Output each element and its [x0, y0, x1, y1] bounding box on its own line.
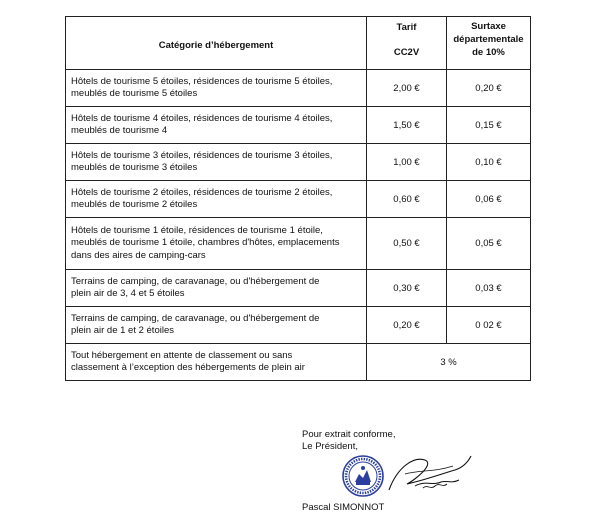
category-text: Hôtels de tourisme 4 étoiles, résidences de tourisme 4 étoiles,: [71, 112, 333, 124]
header-category-label: Catégorie d’hébergement: [158, 39, 274, 51]
header-tarif: [367, 17, 447, 70]
rate-cell: 3 %: [367, 344, 531, 381]
table-row: [66, 107, 531, 144]
category-cell: [66, 218, 367, 270]
table-row: [66, 270, 531, 307]
category-text: meublés de tourisme 2 étoiles: [71, 199, 198, 210]
category-text: classement à l’exception des hébergements de plein air: [71, 362, 305, 373]
category-cell: [66, 307, 367, 344]
category-cell: [66, 144, 367, 181]
header-surtaxe-line1: Surtaxe: [471, 21, 506, 32]
category-text: meublés de tourisme 5 étoiles: [71, 88, 198, 99]
surtaxe-cell: 0,15 €: [447, 107, 531, 144]
category-text: Hôtels de tourisme 1 étoile, résidences de tourisme 1 étoile,: [71, 224, 323, 236]
surtaxe-cell: 0,10 €: [447, 144, 531, 181]
category-text: Tout hébergement en attente de classement ou sans: [71, 349, 293, 361]
category-cell: [66, 344, 367, 381]
header-surtaxe: [447, 17, 531, 70]
tarif-table: [65, 16, 531, 381]
tarif-cell: 1,00 €: [367, 144, 447, 181]
table-row-unclassified: [66, 344, 531, 381]
category-text: meublés de tourisme 1 étoile, chambres d'hôtes, emplacements: [71, 237, 340, 249]
category-text: meublés de tourisme 3 étoiles: [71, 162, 198, 173]
surtaxe-cell: 0,03 €: [447, 270, 531, 307]
category-text: plein air de 1 et 2 étoiles: [71, 325, 174, 336]
tarif-cell: 1,50 €: [367, 107, 447, 144]
category-text: Terrains de camping, de caravanage, ou d'hébergement de: [71, 275, 320, 287]
table-row: [66, 307, 531, 344]
surtaxe-cell: 0 02 €: [447, 307, 531, 344]
surtaxe-cell: 0,06 €: [447, 181, 531, 218]
table-header-row: [66, 17, 531, 70]
surtaxe-cell: 0,05 €: [447, 218, 531, 270]
tarif-cell: 0,50 €: [367, 218, 447, 270]
official-seal-icon: [341, 454, 385, 498]
header-surtaxe-line2: départementale: [453, 34, 524, 45]
tarif-cell: 0,60 €: [367, 181, 447, 218]
category-text: meublés de tourisme 4: [71, 125, 168, 136]
tarif-cell: 2,00 €: [367, 70, 447, 107]
table-row: [66, 181, 531, 218]
table-row: [66, 144, 531, 181]
category-cell: [66, 70, 367, 107]
president-name: Pascal SIMONNOT: [302, 502, 385, 513]
category-text: Terrains de camping, de caravanage, ou d'hébergement de: [71, 312, 320, 324]
table-row: [66, 70, 531, 107]
signature-text: [302, 429, 395, 453]
category-cell: [66, 181, 367, 218]
header-surtaxe-line3: de 10%: [472, 47, 505, 58]
header-tarif-line1: Tarif: [396, 22, 417, 33]
surtaxe-cell: 0,20 €: [447, 70, 531, 107]
handwritten-signature-icon: [385, 450, 475, 498]
category-text: Hôtels de tourisme 5 étoiles, résidences de tourisme 5 étoiles,: [71, 75, 333, 87]
category-text: Hôtels de tourisme 3 étoiles, résidences de tourisme 3 étoiles,: [71, 149, 333, 161]
category-cell: [66, 270, 367, 307]
tarif-cell: 0,20 €: [367, 307, 447, 344]
category-text: plein air de 3, 4 et 5 étoiles: [71, 288, 185, 299]
table-row: [66, 218, 531, 270]
header-tarif-line2: CC2V: [393, 47, 420, 58]
category-text: dans des aires de camping-cars: [71, 249, 206, 261]
header-category: [66, 17, 367, 70]
category-cell: [66, 107, 367, 144]
tarif-cell: 0,30 €: [367, 270, 447, 307]
category-text: Hôtels de tourisme 2 étoiles, résidences de tourisme 2 étoiles,: [71, 186, 333, 198]
extract-line: Pour extrait conforme,: [302, 429, 396, 440]
president-line: Le Président,: [302, 441, 358, 452]
